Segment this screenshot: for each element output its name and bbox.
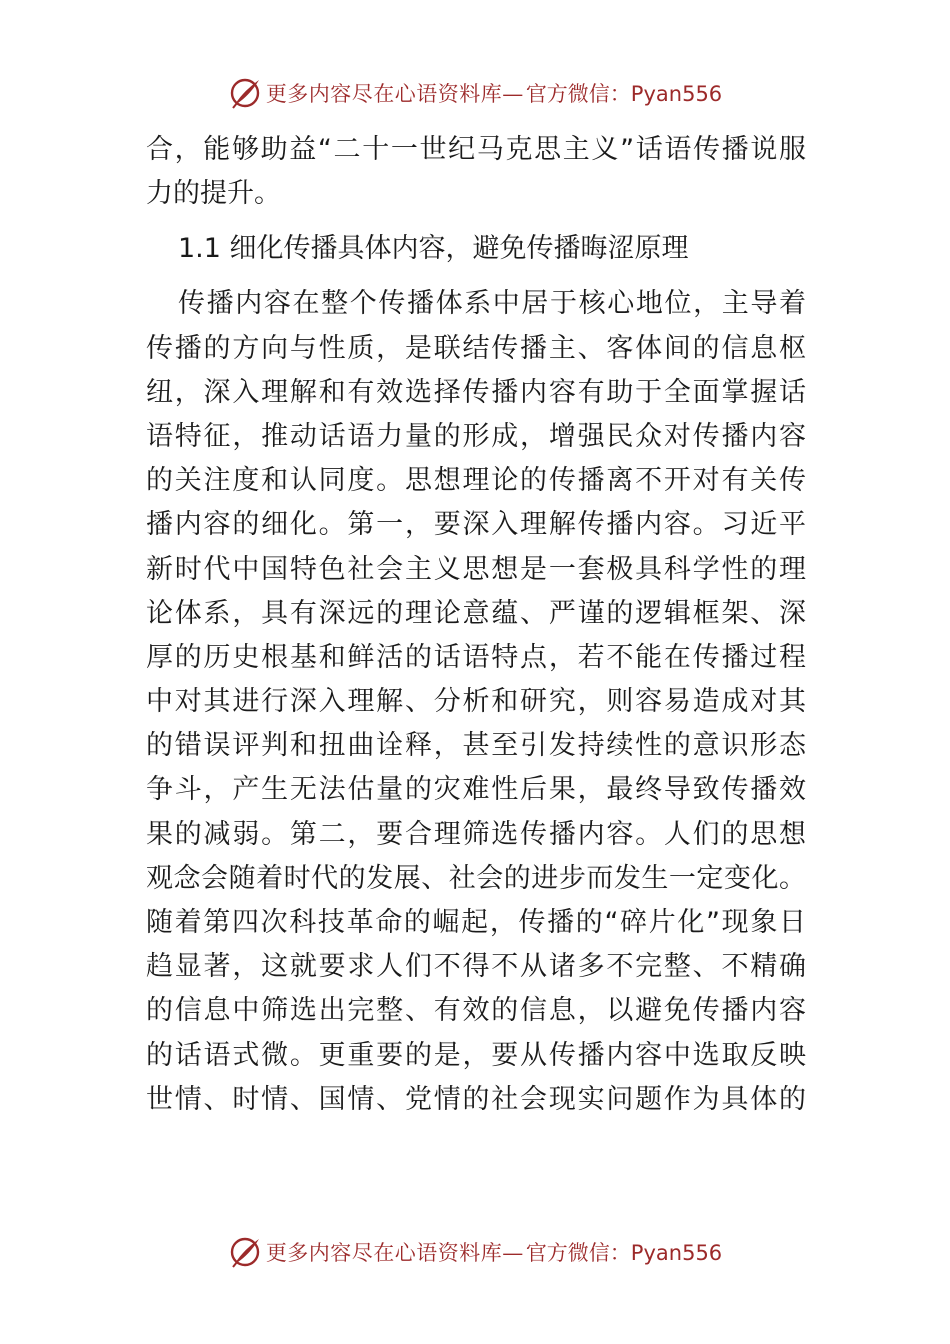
banner-contact: 官方微信：Pyan556 [525,82,723,106]
paragraph [146,282,806,1122]
paragraph-line: 的错误评判和扭曲诠释，甚至引发持续性的意识形态 [146,730,806,762]
intro-line: 力的提升。 [146,178,281,210]
intro-line: 合，能够助益“二十一世纪马克思主义”话语传播说服 [146,134,806,165]
paragraph-line: 传播的方向与性质，是联结传播主、客体间的信息枢 [146,332,806,364]
paragraph-line: 的话语式微。更重要的是，要从传播内容中选取反映 [146,1039,806,1071]
paragraph-line: 世情、时情、国情、党情的社会现实问题作为具体的 [146,1083,806,1115]
paragraph-line: 论体系，具有深远的理论意蕴、严谨的逻辑框架、深 [146,597,806,629]
banner-contact: 官方微信：Pyan556 [525,1241,723,1265]
header-banner [0,73,950,113]
paragraph-line: 的关注度和认同度。思想理论的传播离不开对有关传 [146,465,806,497]
paragraph-line: 的信息中筛选出完整、有效的信息，以避免传播内容 [146,995,806,1027]
paragraph-line: 新时代中国特色社会主义思想是一套极具科学性的理 [146,553,806,585]
paragraph-line: 果的减弱。第二，要合理筛选传播内容。人们的思想 [146,818,806,850]
section-heading: 1.1 细化传播具体内容，避免传播晦涩原理 [178,233,689,265]
paragraph-line: 传播内容在整个传播体系中居于核心地位，主导着 [178,288,806,320]
paragraph-line: 纽，深入理解和有效选择传播内容有助于全面掌握话 [146,376,806,408]
paragraph-line: 厚的历史根基和鲜活的话语特点，若不能在传播过程 [146,641,806,673]
red-quill-logo-icon [228,1235,262,1269]
red-quill-logo-icon [228,76,262,110]
paragraph-line: 语特征，推动话语力量的形成，增强民众对传播内容 [146,420,806,452]
paragraph-line: 争斗，产生无法估量的灾难性后果，最终导致传播效 [146,774,806,806]
footer-banner [0,1232,950,1272]
paragraph-line: 随着第四次科技革命的崛起，传播的“碎片化”现象日 [146,907,806,938]
paragraph-line: 中对其进行深入理解、分析和研究，则容易造成对其 [146,686,806,718]
banner-text: 更多内容尽在心语资料库— [265,1241,524,1265]
paragraph-line: 观念会随着时代的发展、社会的进步而发生一定变化。 [146,862,806,894]
banner-text: 更多内容尽在心语资料库— [265,82,524,106]
document-body [146,128,806,1122]
paragraph-line: 趋显著，这就要求人们不得不从诸多不完整、不精确 [146,951,806,983]
paragraph-line: 播内容的细化。第一，要深入理解传播内容。习近平 [146,509,806,541]
